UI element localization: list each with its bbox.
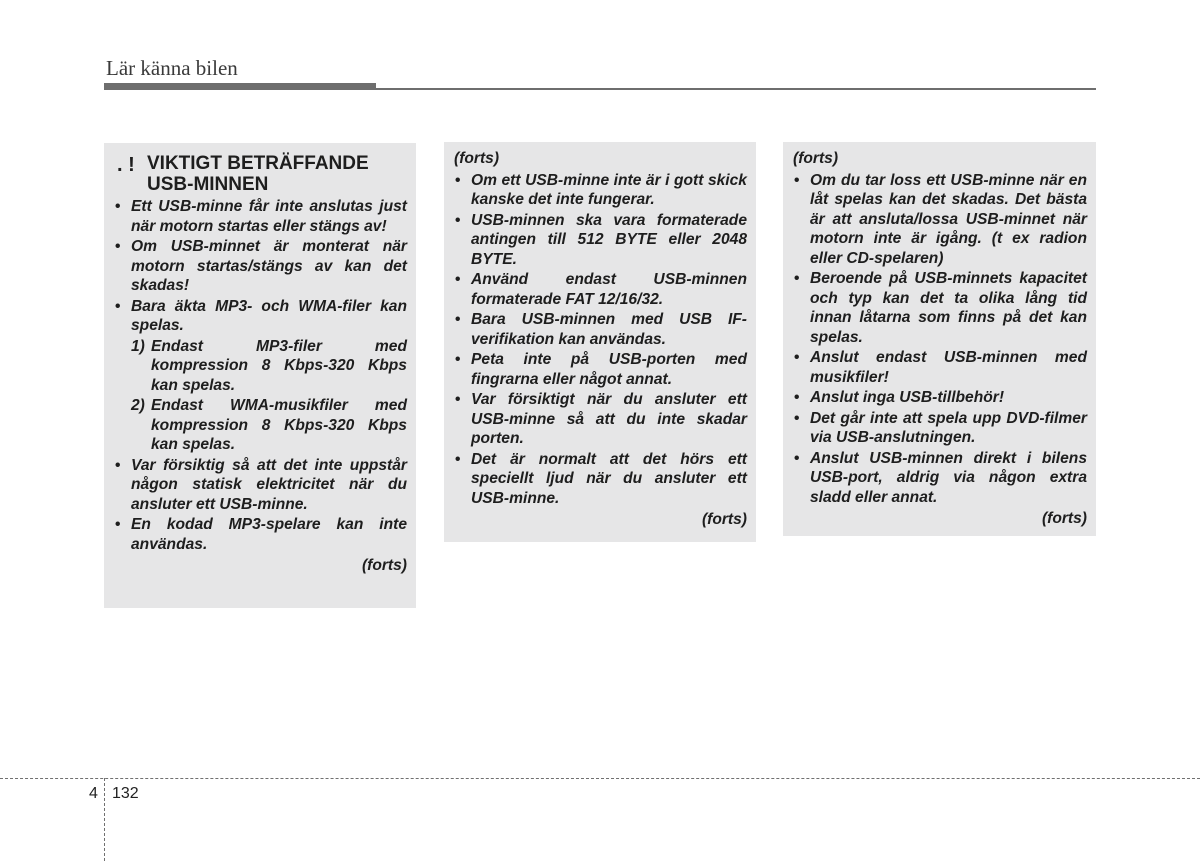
- list-item: • Ett USB-minne får inte anslutas just när motorn startas eller stängs av!: [114, 197, 407, 236]
- exclamation-icon: . !: [117, 154, 135, 176]
- list-item: • Det är normalt att det hörs ett speciellt ljud när du ansluter ett USB-minne.: [454, 450, 747, 509]
- continued-from-label: (forts): [793, 150, 839, 167]
- list-item: • Anslut inga USB-tillbehör!: [793, 388, 1087, 408]
- list-item: • Anslut USB-minnen direkt i bilens USB-port, aldrig via någon extra sladd eller annat.: [793, 449, 1087, 508]
- notice-continued-box-2: [444, 142, 756, 542]
- notice-sublist: [114, 337, 407, 455]
- chapter-number: 4: [89, 785, 98, 802]
- footer-vertical-divider: [104, 778, 105, 861]
- notice-list: [793, 171, 1087, 508]
- list-item: • Bara äkta MP3- och WMA-filer kan spelas.: [114, 297, 407, 336]
- notice-list-continued: [114, 456, 407, 555]
- sublist-number: 2): [131, 397, 145, 414]
- list-item: • Använd endast USB-minnen formaterade FAT 12/16/32.: [454, 270, 747, 309]
- list-item: • Om USB-minnet är monterat när motorn startas/stängs av kan det skadas!: [114, 237, 407, 296]
- continued-label: (forts): [1041, 510, 1087, 527]
- page-number: 132: [112, 785, 139, 802]
- continued-from-label: (forts): [454, 150, 500, 167]
- list-item: • Det går inte att spela upp DVD-filmer via USB-anslutningen.: [793, 409, 1087, 448]
- list-item: • Var försiktigt när du ansluter ett USB-minne så att du inte skadar porten.: [454, 390, 747, 449]
- list-item: • En kodad MP3-spelare kan inte användas.: [114, 515, 407, 554]
- continued-label: (forts): [361, 557, 407, 574]
- list-item: • Anslut endast USB-minnen med musikfiler!: [793, 348, 1087, 387]
- sublist-item: [114, 337, 407, 396]
- notice-title: VIKTIGT BETRÄFFANDE USB-MINNEN: [147, 153, 369, 195]
- sublist-text: Endast MP3-filer med kompression 8 Kbps-320 Kbps kan spelas.: [151, 337, 407, 394]
- footer-divider: [0, 778, 1200, 779]
- sublist-text: Endast WMA-musikfiler med kompression 8 Kbps-320 Kbps kan spelas.: [151, 397, 407, 453]
- notice-continued-box-3: [783, 142, 1096, 536]
- notice-heading: [114, 153, 407, 195]
- list-item: • Peta inte på USB-porten med fingrarna eller något annat.: [454, 350, 747, 389]
- notice-list: [114, 197, 407, 336]
- list-item: • Om du tar loss ett USB-minne när en låt spelas kan det skadas. Det bästa är att ansluta/lossa USB-minnet när motorn inte är igång. (t ex radion eller CD-spelaren): [793, 171, 1087, 269]
- notice-list: [454, 171, 747, 509]
- header-rule-thick: [104, 83, 376, 90]
- page-header-title: Lär känna bilen: [106, 56, 238, 80]
- important-notice-box: [104, 143, 416, 608]
- continued-label: (forts): [701, 511, 747, 528]
- list-item: • Om ett USB-minne inte är i gott skick kanske det inte fungerar.: [454, 171, 747, 210]
- list-item: • Bara USB-minnen med USB IF-verifikation kan användas.: [454, 310, 747, 349]
- list-item: • Beroende på USB-minnets kapacitet och typ kan det ta olika lång tid innan låtarna som finns på det kan spelas.: [793, 269, 1087, 347]
- sublist-item: [114, 396, 407, 455]
- header-rule-thin: [376, 88, 1096, 90]
- list-item: • USB-minnen ska vara formaterade antingen till 512 BYTE eller 2048 BYTE.: [454, 211, 747, 270]
- list-item: • Var försiktig så att det inte uppstår någon statisk elektricitet när du ansluter ett USB-minne.: [114, 456, 407, 515]
- sublist-number: 1): [131, 337, 145, 355]
